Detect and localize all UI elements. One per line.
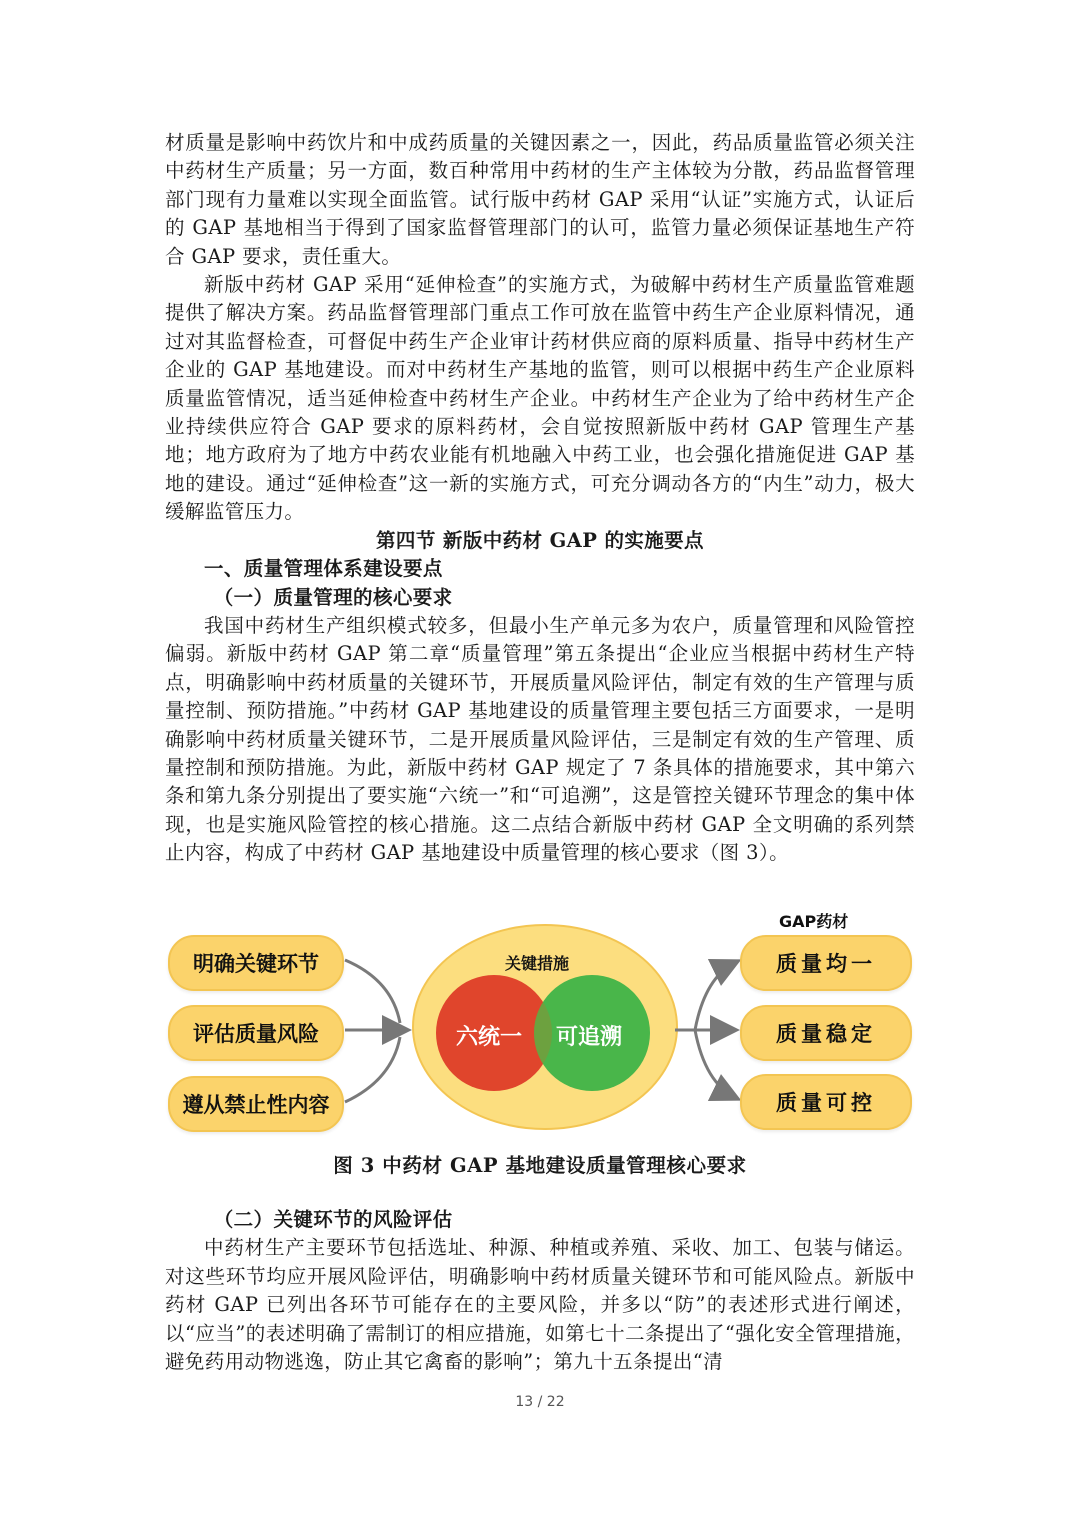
- right-item-1: 质量均一: [740, 935, 912, 991]
- arrow-left-bottom: [345, 1037, 400, 1102]
- paragraph: 新版中药材 GAP 采用“延伸检查”的实施方式，为破解中药材生产质量监管难题提供了解决方案。药品监督管理部门重点工作可放在监管中药生产企业原料情况，通过对其监督检查，可督促中药生产企业审计药材供应商的原料质量、指导中药材生产企业的 GAP 基地建设。而对中药材生产基地的监管，则可以根据中药生产企业原料质量监管情况，适当延伸检查中药材生产企业。中药材生产企业为了给中药材生产企业持续供应符合 GAP 要求的原料药材，会自觉按照新版中药材 GAP 管理生产基地；地方政府为了地方中药农业能有机地融入中药工业，也会强化措施促进 GAP 基地的建设。通过“延伸检查”这一新的实施方式，可充分调动各方的“内生”动力，极大缓解监管压力。: [165, 273, 915, 524]
- left-item-3: 遵从禁止性内容: [168, 1076, 344, 1132]
- left-item-2: 评估质量风险: [168, 1005, 344, 1061]
- arrow-right-top: [695, 962, 736, 1030]
- heading-level-2: （一）质量管理的核心要求: [213, 585, 453, 609]
- right-item-3: 质量可控: [740, 1074, 912, 1130]
- gap-material-label: GAP药材: [779, 912, 849, 931]
- section-title: 第四节 新版中药材 GAP 的实施要点: [376, 528, 704, 552]
- paragraph: 材质量是影响中药饮片和中成药质量的关键因素之一，因此，药品质量监管必须关注中药材生产质量；另一方面，数百种常用中药材的生产主体较为分散，药品监督管理部门现有力量难以实现全面监管。试行版中药材 GAP 采用“认证”实施方式，认证后的 GAP 基地相当于得到了国家监督管理部门的认可，监管力量必须保证基地生产符合 GAP 要求，责任重大。: [165, 131, 915, 268]
- paragraph: 我国中药材生产组织模式较多，但最小生产单元多为农户，质量管理和风险管控偏弱。新版中药材 GAP 第二章“质量管理”第五条提出“企业应当根据中药材生产特点，明确影响中药材质量的关键环节，开展质量风险评估，制定有效的生产管理与质量控制、预防措施。”中药材 GAP 基地建设的质量管理主要包括三方面要求，一是明确影响中药材质量关键环节，二是开展质量风险评估，三是制定有效的生产管理、质量控制和预防措施。为此，新版中药材 GAP 规定了 7 条具体的措施要求，其中第六条和第九条分别提出了要实施“六统一”和“可追溯”，这是管控关键环节理念的集中体现，也是实施风险管控的核心措施。这二点结合新版中药材 GAP 全文明确的系列禁止内容，构成了中药材 GAP 基地建设中质量管理的核心要求（图 3）。: [165, 613, 915, 865]
- key-measures-label: 关键措施: [505, 954, 570, 973]
- arrow-left-top: [345, 960, 400, 1023]
- figure-caption: 图 3 中药材 GAP 基地建设质量管理核心要求: [333, 1154, 747, 1177]
- heading-level-2: （二）关键环节的风险评估: [213, 1208, 453, 1231]
- heading-level-1: 一、质量管理体系建设要点: [204, 557, 443, 581]
- figure-quality-core-requirements: [160, 905, 920, 1135]
- text-block-bottom: [165, 1206, 915, 1376]
- circle-right-label: 可追溯: [556, 1025, 623, 1050]
- page-number: 13 / 22: [515, 1394, 565, 1410]
- circle-left-label: 六统一: [456, 1025, 523, 1050]
- text-block-top: [165, 129, 915, 868]
- right-item-2: 质量稳定: [740, 1005, 912, 1061]
- left-item-1: 明确关键环节: [168, 935, 344, 991]
- paragraph: 中药材生产主要环节包括选址、种源、种植或养殖、采收、加工、包装与储运。对这些环节均应开展风险评估，明确影响中药材质量关键环节和可能风险点。新版中药材 GAP 已列出各环节可能存在的主要风险，并多以“防”的表述形式进行阐述，以“应当”的表述明确了需制订的相应措施，如第七十二条提出了“强化安全管理措施，避免药用动物逃逸，防止其它禽畜的影响”；第九十五条提出“清: [165, 1236, 915, 1374]
- arrow-right-bottom: [695, 1030, 736, 1098]
